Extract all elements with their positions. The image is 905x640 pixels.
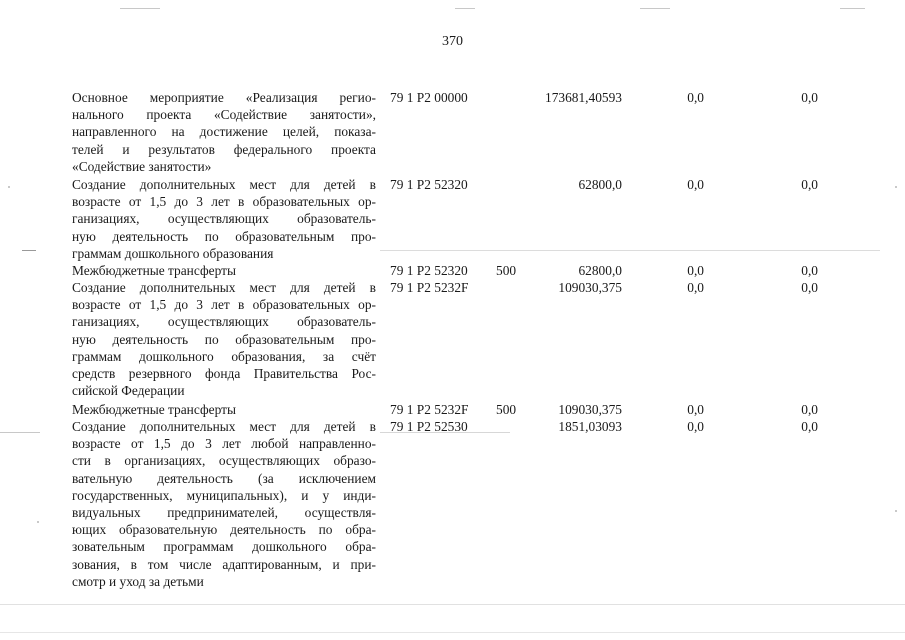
target-article-code: 79 1 P2 52320 (390, 177, 468, 192)
description-line: ную деятельность по образовательным про- (72, 228, 376, 244)
description-line: «Содействие занятости» (72, 158, 212, 174)
description-line: граммам дошкольного образования (72, 245, 274, 261)
scan-artifact (840, 8, 865, 9)
scan-artifact (640, 8, 670, 9)
description-line: ющих образовательную деятельность по обра- (72, 522, 376, 538)
description-line: возрасте от 1,5 до 3 лет в образовательных ор- (72, 297, 376, 313)
scan-artifact (22, 250, 36, 251)
amount: 62800,0 (578, 177, 622, 192)
amount-year-3: 0,0 (801, 280, 818, 295)
target-article-code: 79 1 P2 52530 (390, 419, 468, 434)
description-line: Создание дополнительных мест для детей в (72, 280, 376, 295)
row-description (72, 89, 376, 175)
amount: 109030,375 (558, 402, 622, 417)
description-line: зования, в том числе адаптированным, и при- (72, 556, 376, 572)
description-line: вательную деятельность (за исключением (72, 470, 376, 486)
scan-artifact (380, 250, 880, 251)
amount-year-2: 0,0 (687, 263, 704, 278)
row-description (72, 262, 376, 279)
row-description (72, 401, 376, 418)
description-line: ную деятельность по образовательным про- (72, 331, 376, 347)
description-line: нального проекта «Содействие занятости», (72, 107, 376, 123)
scan-artifact (0, 432, 40, 433)
amount: 109030,375 (558, 280, 622, 295)
description-line: Основное мероприятие «Реализация регио- (72, 90, 376, 105)
row-description (72, 279, 376, 399)
scan-artifact (120, 8, 160, 9)
scan-artifact (37, 521, 39, 523)
description-line: видуальных предпринимателей, осуществля- (72, 505, 376, 521)
description-line: телей и результатов федерального проекта (72, 141, 376, 157)
amount-year-2: 0,0 (687, 177, 704, 192)
description-line: граммам дошкольного образования, за счёт (72, 348, 376, 364)
scan-artifact (895, 186, 897, 188)
amount-year-3: 0,0 (801, 90, 818, 105)
description-line: зовательным программам дошкольного обра- (72, 539, 376, 555)
description-line: сти в организациях, осуществляющих образо- (72, 453, 376, 469)
description-line: возрасте от 1,5 до 3 лет в образовательных ор- (72, 194, 376, 210)
amount-year-2: 0,0 (687, 90, 704, 105)
description-line: ганизациях, осуществляющих образователь- (72, 211, 376, 227)
amount-year-3: 0,0 (801, 419, 818, 434)
scan-artifact (455, 8, 475, 9)
description-line: направленного на достижение целей, показа- (72, 124, 376, 140)
scan-artifact (8, 186, 10, 188)
description-line: возрасте от 1,5 до 3 лет любой направленно- (72, 436, 376, 452)
description-line: смотр и уход за детьми (72, 573, 204, 589)
scan-artifact (895, 510, 897, 512)
row-description (72, 418, 376, 590)
amount: 1851,03093 (558, 419, 622, 434)
target-article-code: 79 1 P2 5232F (390, 402, 469, 417)
amount: 62800,0 (578, 263, 622, 278)
amount-year-3: 0,0 (801, 402, 818, 417)
description-line: Межбюджетные трансферты (72, 402, 236, 417)
amount: 173681,40593 (545, 90, 622, 105)
page-number: 370 (442, 34, 463, 49)
expense-type: 500 (496, 402, 517, 417)
expense-type: 500 (496, 263, 517, 278)
amount-year-3: 0,0 (801, 263, 818, 278)
description-line: Создание дополнительных мест для детей в (72, 419, 376, 434)
description-line: ганизациях, осуществляющих образователь- (72, 314, 376, 330)
description-line: сийской Федерации (72, 383, 185, 399)
scan-artifact (0, 604, 905, 605)
target-article-code: 79 1 P2 52320 (390, 263, 468, 278)
description-line: средств резервного фонда Правительства Рос- (72, 366, 376, 382)
amount-year-3: 0,0 (801, 177, 818, 192)
scan-artifact (0, 632, 905, 633)
description-line: Создание дополнительных мест для детей в (72, 177, 376, 192)
amount-year-2: 0,0 (687, 402, 704, 417)
description-line: Межбюджетные трансферты (72, 263, 236, 278)
target-article-code: 79 1 P2 5232F (390, 280, 469, 295)
target-article-code: 79 1 P2 00000 (390, 90, 468, 105)
amount-year-2: 0,0 (687, 419, 704, 434)
amount-year-2: 0,0 (687, 280, 704, 295)
row-description (72, 176, 376, 262)
description-line: государственных, муниципальных), и у инди- (72, 487, 376, 503)
